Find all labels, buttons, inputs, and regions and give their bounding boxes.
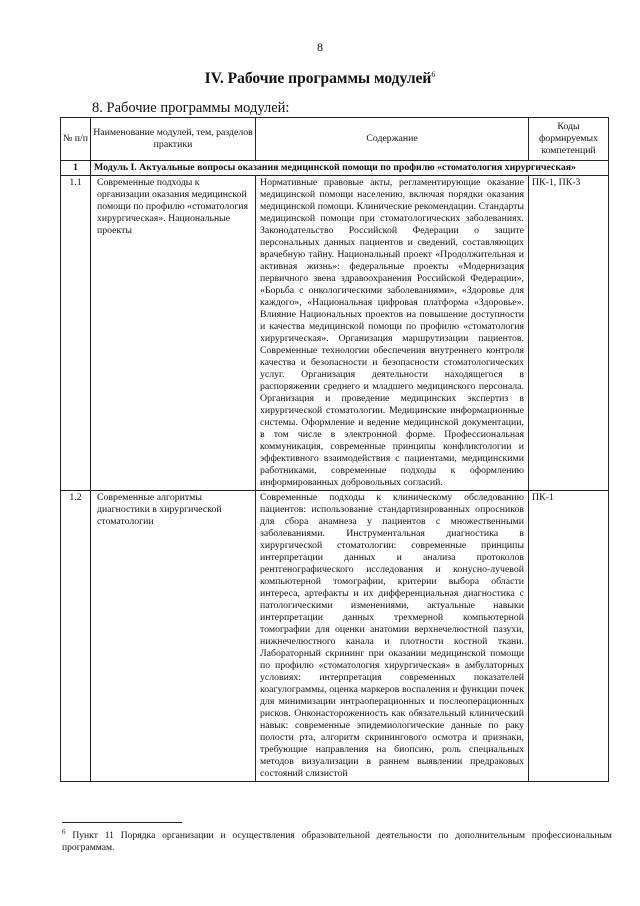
row-content: Современные подходы к клиническому обследованию пациентов: использование стандартизированных опросников для сбора анамнеза у пациентов с множественными заболеваниями. Инструментальная диагностика в хирургической стоматологии: современные принципы интерпретации данных и анализа протоколов рентгенографического исследования и конусно-лучевой компьютерной томографии, критерии выбора области интереса, артефакты и их дифференциальная диагностика с патологическими изменениями, актуальные навыки интерпретации данных трехмерной компьютерной томографии для оценки анатомии верхнечелюстной пазухи, нижнечелюстного канала и плотности костной ткани. Лабораторный скрининг при оказании медицинской помощи по профилю «стоматология хирургическая» в амбулаторных условиях: интерпретация современных показателей коагулограммы, оценка маркеров воспаления и функции почек для минимизации интраоперационных и послеоперационных рисков. Онконастороженность как обязательный клинический навык: современные эпидемиологические данные по раку полости рта, алгоритм скринингового осмотра и признаки, требующие направления на биопсию, роль специальных методов визуализации в раннем выявлении предраковых состояний слизистой	[256, 491, 529, 782]
header-num: № п/п	[61, 118, 91, 161]
footnote-marker: 6	[62, 828, 66, 836]
footnote	[62, 826, 612, 854]
row-content: Нормативные правовые акты, регламентирующие оказание медицинской помощи населению, включая порядки оказания медицинской помощи. Клинические рекомендации. Стандарты медицинской помощи при стоматологических заболеваниях. Законодательство Российской Федерации о защите персональных данных пациентов и сведений, составляющих врачебную тайну. Национальный проект «Продолжительная и активная жизнь»: федеральные проекты «Модернизация первичного звена здравоохранения Российской Федерации», «Борьба с онкологическими заболеваниями», «Здоровье для каждого», «Национальная цифровая платформа «Здоровье». Влияние Национальных проектов на повышение доступности и качества медицинской помощи по профилю «стоматология хирургическая». Организация маршрутизации пациентов. Современные технологии обеспечения внутреннего контроля качества и безопасности и безопасности стоматологических услуг. Организация деятельности находящегося в распоряжении среднего и младшего медицинского персонала. Организация и проведение медицинских экспертиз в хирургической стоматологии. Медицинские информационные системы. Оформление и ведение медицинской документации, в том числе в электронной форме. Профессиональная коммуникация, современные принципы конфликтологии и эффективного взаимодействия с пациентами, медицинскими работниками, современные подходы к оформлению информированных добровольных согласий.	[256, 176, 529, 491]
row-name: Современные алгоритмы диагностики в хирургической стоматологии	[91, 491, 256, 782]
row-num: 1.2	[61, 491, 91, 782]
footnote-text: Пункт 11 Порядка организации и осуществления образовательной деятельности по дополнительным профессиональным программам.	[62, 830, 612, 854]
header-content: Содержание	[256, 118, 529, 161]
table-header-row	[61, 118, 609, 161]
subtitle: 8. Рабочие программы модулей:	[92, 100, 290, 116]
section-title	[0, 70, 640, 88]
row-num: 1.1	[61, 176, 91, 491]
table-row	[61, 491, 609, 782]
module-row	[61, 161, 609, 176]
header-name: Наименование модулей, тем, разделов практики	[91, 118, 256, 161]
modules-table	[60, 117, 609, 782]
section-title-text: IV. Рабочие программы модулей	[204, 70, 432, 88]
header-codes: Коды формируемых компетенций	[529, 118, 609, 161]
row-name: Современные подходы к организации оказания медицинской помощи по профилю «стоматология хирургическая». Национальные проекты	[91, 176, 256, 491]
row-codes: ПК-1	[529, 491, 609, 782]
module-title: Модуль I. Актуальные вопросы оказания медицинской помощи по профилю «стоматология хирургическая»	[91, 161, 609, 176]
module-num: 1	[61, 161, 91, 176]
row-codes: ПК-1, ПК-3	[529, 176, 609, 491]
footnote-divider	[62, 822, 182, 823]
footnote-reference: 6	[431, 70, 436, 79]
page-number: 8	[317, 40, 323, 54]
table-row	[61, 176, 609, 491]
